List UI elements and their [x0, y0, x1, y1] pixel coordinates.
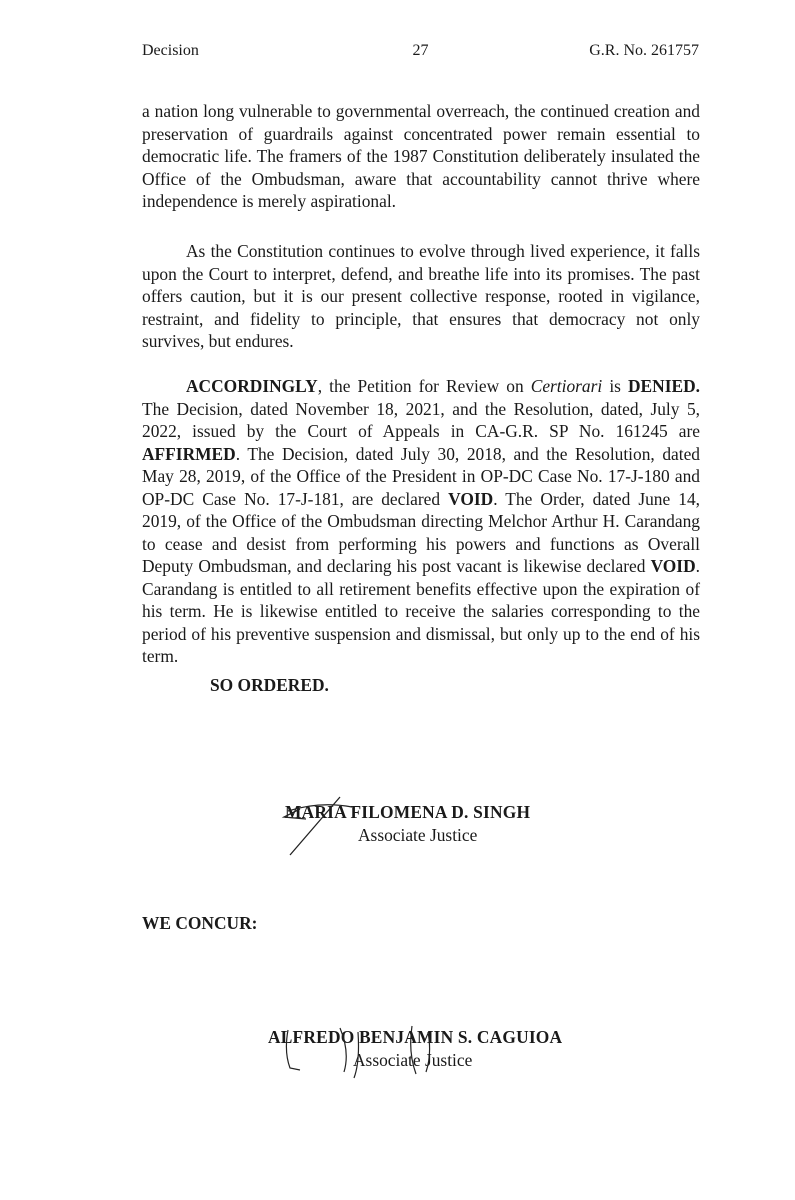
signatory-2-title: Associate Justice	[353, 1050, 473, 1070]
case-number: G.R. No. 261757	[589, 42, 699, 59]
signatory-1-name: MARIA FILOMENA D. SINGH	[285, 802, 531, 822]
paragraph-1	[142, 100, 700, 213]
dispositive-paragraph: ACCORDINGLY, the Petition for Review on Certiorari is DENIED. The Decision, dated November 18, 2021, and the Resolution, dated, July 5, 2022, issued by the Court of Appeals in CA-G.R. SP No. 161245 are AFFIRMED. The Decision, dated July 30, 2018, and the Resolution, dated May 28, 2019, of the Office of the President in OP-DC Case No. 17-J-180 and OP-DC Case No. 17-J-181, are declared VOID. The Order, dated June 14, 2019, of the Office of the Ombudsman directing Melchor Arthur H. Carandang to cease and desist from performing his powers and functions as Overall Deputy Ombudsman, and declaring his post vacant is likewise declared VOID. Carandang is entitled to all retirement benefits effective upon the expiration of his term. He is likewise entitled to receive the salaries corresponding to the period of his preventive suspension and dismissal, but only up to the end of his term.	[142, 376, 701, 666]
signature-2-scribble	[280, 1022, 460, 1082]
void-bold-2: VOID	[650, 556, 696, 576]
affirmed-bold: AFFIRMED	[142, 443, 236, 464]
paragraph-2	[142, 240, 700, 353]
denied-bold: DENIED.	[628, 376, 700, 396]
paragraph-1-text: a nation long vulnerable to governmental overreach, the continued creation and preservation of guardrails against concentrated power remain essential to democratic life. The framers of the 1987 Constitution deliberately insulated the Office of the Ombudsman, aware that accountability cannot thrive where independence is merely aspirational.	[142, 101, 700, 211]
page-header	[142, 42, 699, 60]
accordingly-bold: ACCORDINGLY	[186, 376, 318, 396]
we-concur: WE CONCUR:	[142, 913, 258, 933]
void-bold-1: VOID	[448, 488, 494, 509]
signatory-1-title: Associate Justice	[358, 825, 478, 845]
certiorari-italic: Certiorari	[530, 376, 603, 396]
header-left: Decision	[142, 42, 199, 59]
page-number: 27	[412, 42, 429, 59]
signature-1-scribble	[280, 795, 380, 865]
so-ordered: SO ORDERED.	[210, 675, 329, 695]
paragraph-2-text: As the Constitution continues to evolve through lived experience, it falls upon the Court to interpret, defend, and breathe life into its promises. The past offers caution, but it is our present collective response, rooted in vigilance, restraint, and fidelity to principle, that ensures that democracy not only survives, but endures.	[142, 241, 700, 351]
signatory-2-name: ALFREDO BENJAMIN S. CAGUIOA	[268, 1027, 563, 1047]
